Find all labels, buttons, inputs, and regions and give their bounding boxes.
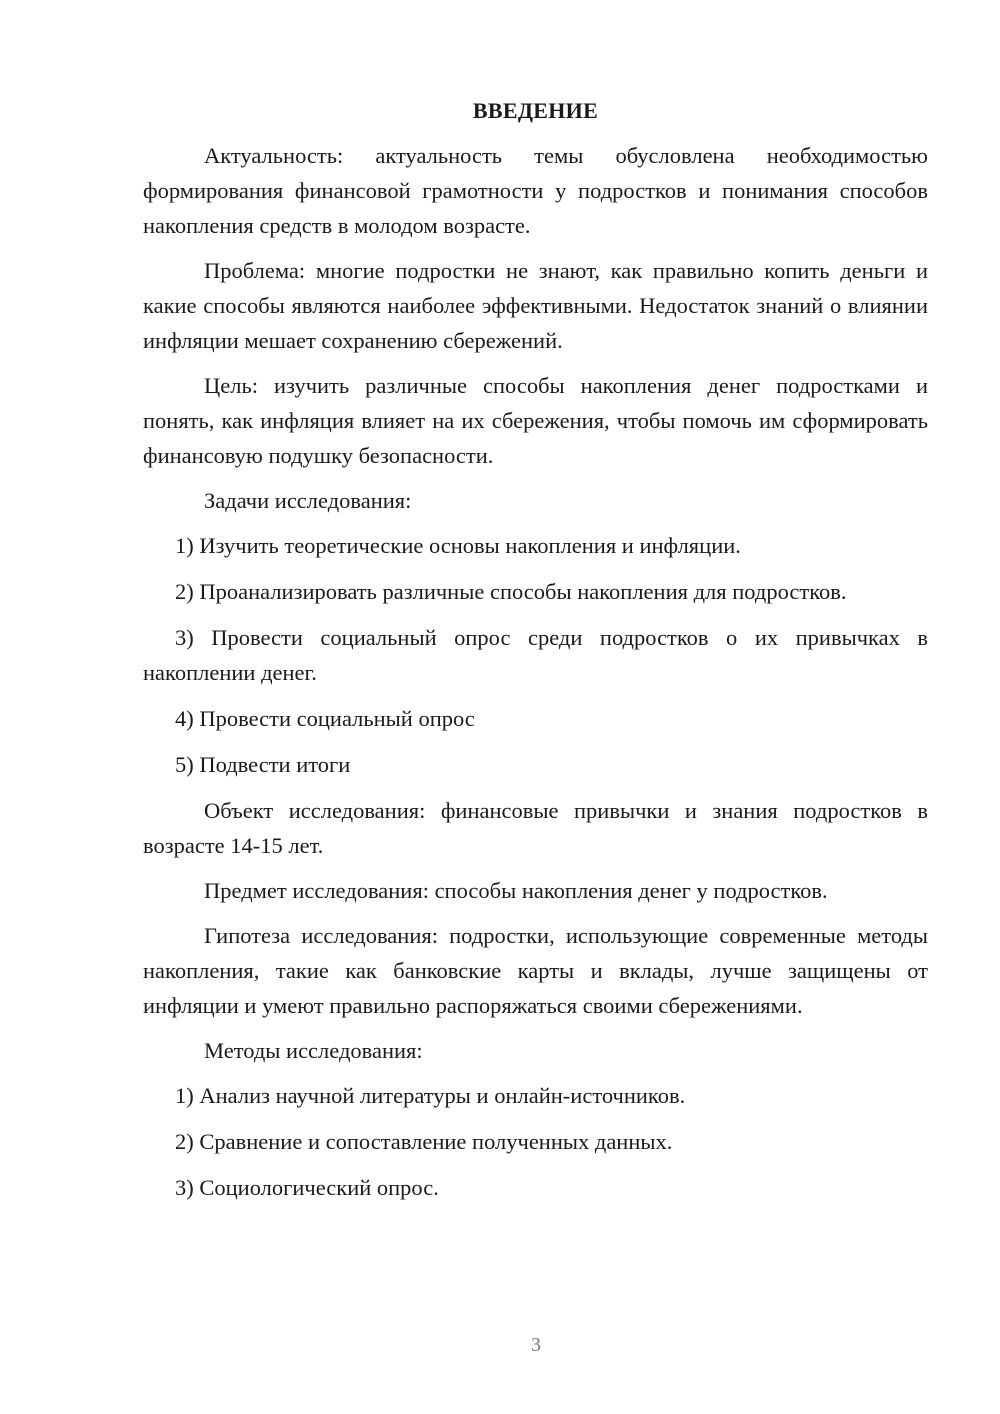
page-title: ВВЕДЕНИЕ	[472, 98, 599, 123]
methods-title: Методы исследования:	[204, 1038, 423, 1063]
task-item-1: 1) Изучить теоретические основы накопления и инфляции.	[175, 533, 741, 558]
method-item-2: 2) Сравнение и сопоставление полученных данных.	[175, 1129, 673, 1154]
method-item-1: 1) Анализ научной литературы и онлайн-источников.	[175, 1083, 686, 1108]
hypothesis-paragraph: Гипотеза исследования: подростки, использующие современные методы накопления, такие как банковские карты и вклады, лучше защищены от инфляции и умеют правильно распоряжаться своими сбережениями.	[143, 923, 928, 1018]
problem-paragraph: Проблема: многие подростки не знают, как правильно копить деньги и какие способы являются наиболее эффективными. Недостаток знаний о влиянии инфляции мешает сохранению сбережений.	[143, 258, 928, 353]
task-item-3: 3) Провести социальный опрос среди подростков о их привычках в накоплении денег.	[143, 625, 928, 685]
subject-paragraph: Предмет исследования: способы накопления денег у подростков.	[204, 878, 828, 903]
task-item-5: 5) Подвести итоги	[175, 752, 351, 777]
page-number: 3	[531, 1334, 541, 1356]
object-paragraph: Объект исследования: финансовые привычки и знания подростков в возрасте 14-15 лет.	[143, 798, 928, 858]
method-item-3: 3) Социологический опрос.	[175, 1175, 439, 1200]
tasks-title: Задачи исследования:	[204, 488, 412, 513]
task-item-2: 2) Проанализировать различные способы накопления для подростков.	[175, 579, 847, 604]
task-item-4: 4) Провести социальный опрос	[175, 706, 475, 731]
relevance-paragraph: Актуальность: актуальность темы обусловлена необходимостью формирования финансовой грамотности у подростков и понимания способов накопления средств в молодом возрасте.	[143, 143, 928, 238]
document-body	[143, 93, 928, 1216]
goal-paragraph: Цель: изучить различные способы накопления денег подростками и понять, как инфляция влияет на их сбережения, чтобы помочь им сформировать финансовую подушку безопасности.	[143, 373, 928, 468]
